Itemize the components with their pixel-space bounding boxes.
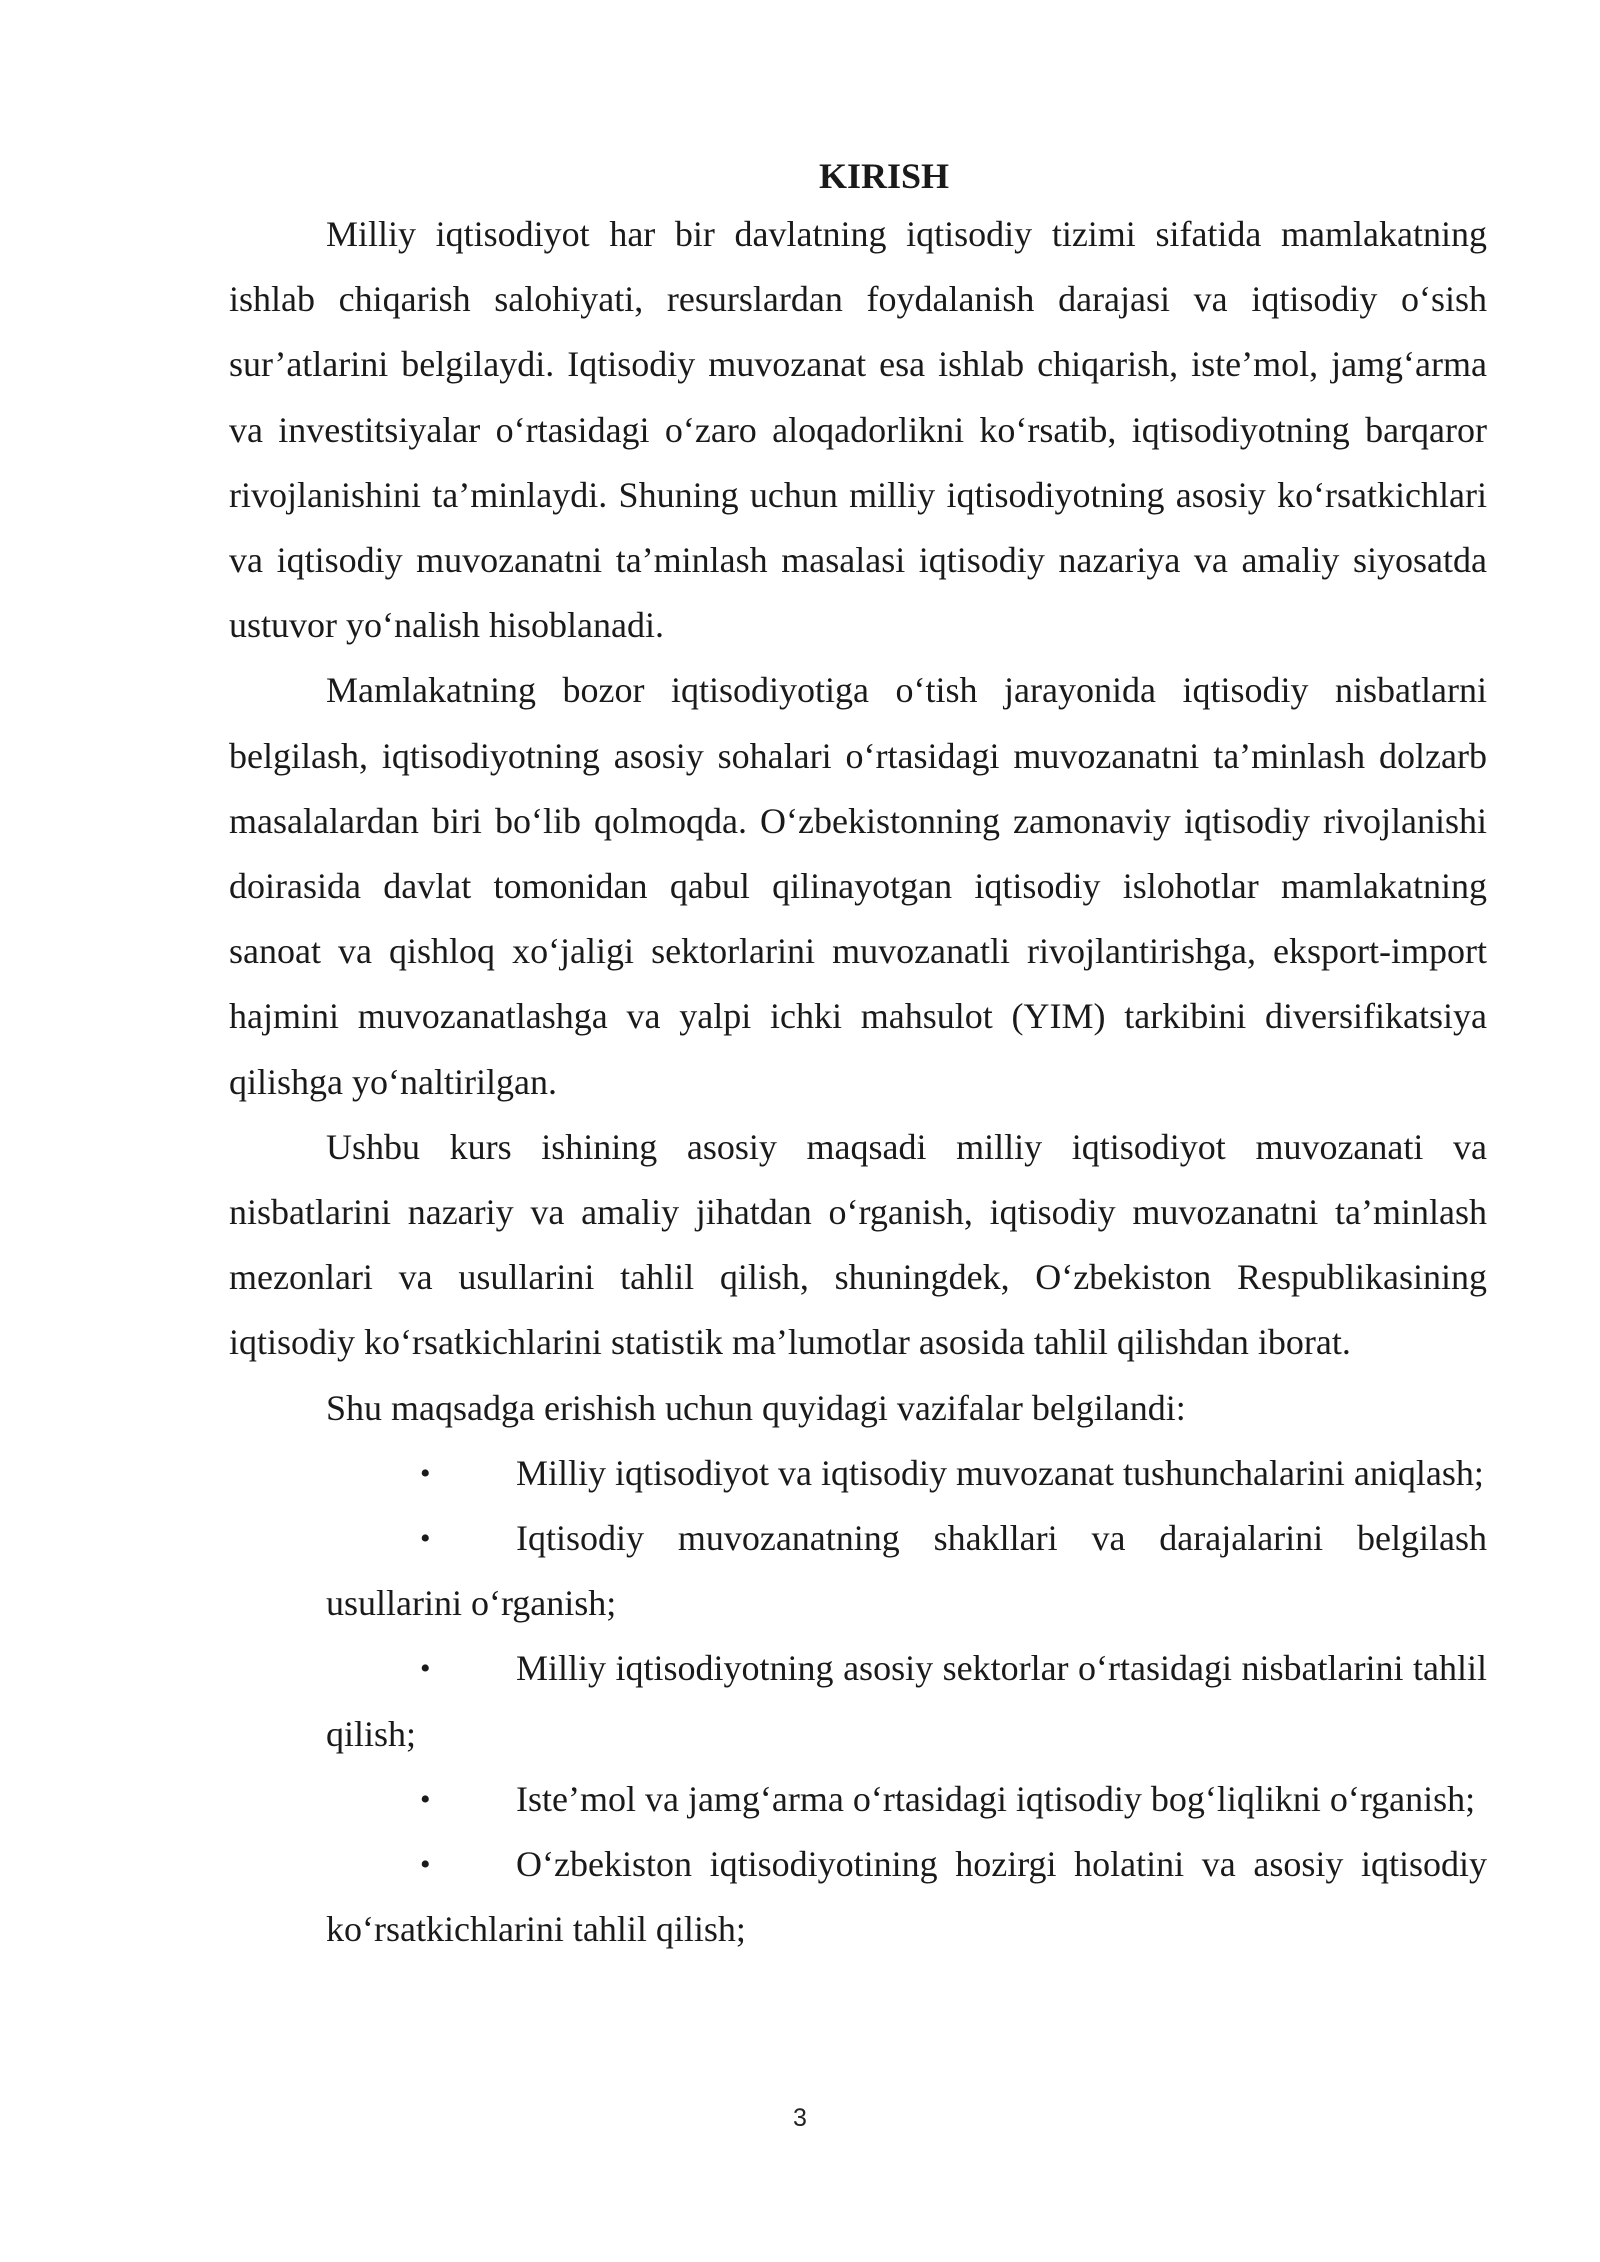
paragraph-market-transition: Mamlakatning bozor iqtisodiyotiga o‘tish jarayonida iqtisodiy nisbatlarni belgilash, iqtisodiyotning asosiy sohalari o‘rtasidagi muvozanatni ta’minlash dolzarb masalalardan biri bo‘lib qolmoqda. O‘zbekistonning zamonaviy iqtisodiy rivojlanishi doirasida davlat tomonidan qabul qilinayotgan iqtisodiy islohotlar mamlakatning sanoat va qishloq xo‘jaligi sektorlarini muvozanatli rivojlantirishga, eksport-import hajmini muvozanatlashga va yalpi ichki mahsulot (YIM) tarkibini diversifikatsiya qilishga yo‘naltirilgan. — [229, 670, 1487, 1102]
task-item — [326, 1636, 1487, 1766]
task-text: O‘zbekiston iqtisodiyotining hozirgi holatini va asosiy iqtisodiy ko‘rsatkichlarini tahlil qilish; — [326, 1844, 1487, 1950]
task-item — [326, 1506, 1487, 1636]
bullet-icon: • — [420, 1456, 431, 1490]
task-item — [326, 1441, 1487, 1506]
paragraph-intro: Milliy iqtisodiyot har bir davlatning iqtisodiy tizimi sifatida mamlakatning ishlab chiqarish salohiyati, resurslardan foydalanish darajasi va iqtisodiy o‘sish sur’atlarini belgilaydi. Iqtisodiy muvozanat esa ishlab chiqarish, iste’mol, jamg‘arma va investitsiyalar o‘rtasidagi o‘zaro aloqadorlikni ko‘rsatib, iqtisodiyotning barqaror rivojlanishini ta’minlaydi. Shuning uchun milliy iqtisodiyotning asosiy ko‘rsatkichlari va iqtisodiy muvozanatni ta’minlash masalasi iqtisodiy nazariya va amaliy siyosatda ustuvor yo‘nalish hisoblanadi. — [229, 214, 1487, 646]
bullet-icon: • — [420, 1782, 431, 1816]
bullet-icon: • — [420, 1652, 431, 1686]
task-text: Milliy iqtisodiyotning asosiy sektorlar o‘rtasidagi nisbatlarini tahlil qilish; — [326, 1648, 1487, 1754]
task-text: Iste’mol va jamg‘arma o‘rtasidagi iqtisodiy bog‘liqlikni o‘rganish; — [516, 1778, 1476, 1819]
task-list — [229, 1441, 1487, 1963]
page-heading: KIRISH — [818, 156, 950, 196]
page-number: 3 — [793, 2104, 807, 2132]
bullet-icon: • — [420, 1848, 431, 1882]
task-text: Milliy iqtisodiyot va iqtisodiy muvozanat tushunchalarini aniqlash; — [516, 1452, 1484, 1493]
task-text: Iqtisodiy muvozanatning shakllari va darajalarini belgilash usullarini o‘rganish; — [326, 1518, 1487, 1624]
page-content — [229, 150, 1487, 1962]
list-intro: Shu maqsadga erishish uchun quyidagi vazifalar belgilandi: — [326, 1387, 1186, 1428]
task-item — [326, 1832, 1487, 1962]
task-item — [326, 1767, 1487, 1832]
paragraph-course-goal: Ushbu kurs ishining asosiy maqsadi milliy iqtisodiyot muvozanati va nisbatlarini nazariy va amaliy jihatdan o‘rganish, iqtisodiy muvozanatni ta’minlash mezonlari va usullarini tahlil qilish, shuningdek, O‘zbekiston Respublikasining iqtisodiy ko‘rsatkichlarini statistik ma’lumotlar asosida tahlil qilishdan iborat. — [229, 1126, 1487, 1363]
bullet-icon: • — [420, 1522, 431, 1556]
